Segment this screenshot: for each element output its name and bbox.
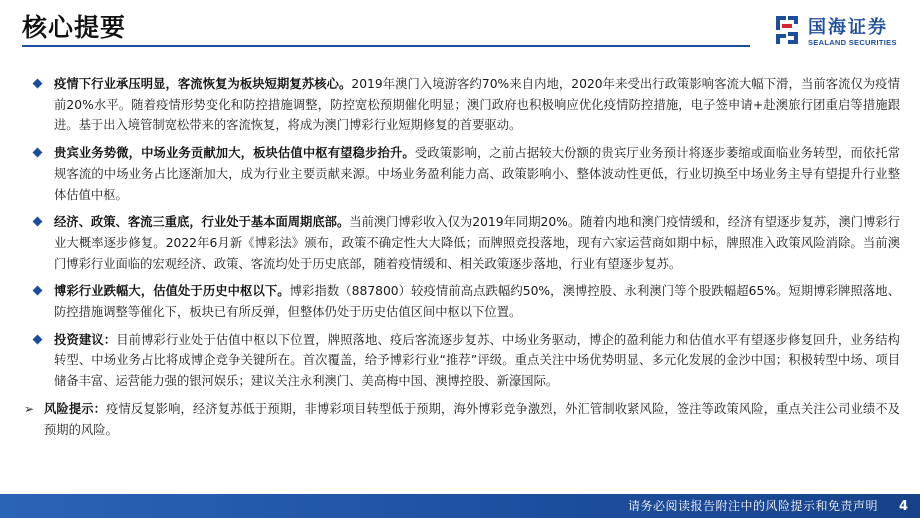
page-title: 核心提要 (22, 13, 127, 42)
summary-point-3 (22, 212, 900, 274)
diamond-bullet-icon (33, 217, 43, 227)
point-heading: 投资建议： (54, 332, 117, 347)
sealand-logo-mark-icon (772, 12, 802, 48)
summary-point-2 (22, 143, 900, 205)
point-body: 受政策影响，之前占据较大份额的贵宾厅业务预计将逐步萎缩或面临业务转型，而依托常规客流的中场业务占比逐渐加大，成为行业主要贡献来源。中场业务盈利能力高、政策影响小、整体波动性更低，行业切换至中场业务主导有望提升行业整体估值中枢。 (54, 146, 900, 202)
company-logo (772, 12, 912, 52)
point-body: 博彩指数（887800）较疫情前高点跌幅约50%，澳博控股、永利澳门等个股跌幅超65%。短期博彩牌照落地、防控措施调整等催化下，板块已有所反弹，但整体仍处于历史估值区间中枢以下位置。 (54, 284, 900, 320)
diamond-bullet-icon (33, 79, 43, 89)
title-divider (22, 45, 750, 47)
point-body: 2019年澳门入境游客约70%来自内地，2020年来受出行政策影响客流大幅下滑，当前客流仅为疫情前20%水平。随着疫情形势变化和防控措施调整，防控宽松预期催化明显；澳门政府也积极响应优化疫情防控措施，电子签申请+赴澳旅行团重启等措施跟进。基于出入境管制宽松带来的客流恢复，将成为澳门博彩行业短期修复的首要驱动。 (54, 77, 900, 133)
logo-name-cn: 国海证券 (808, 17, 888, 38)
diamond-bullet-icon (33, 334, 43, 344)
footer-disclaimer: 请务必阅读报告附注中的风险提示和免责声明 (627, 499, 878, 513)
point-heading: 贵宾业务势微，中场业务贡献加大，板块估值中枢有望稳步抬升。 (54, 146, 415, 161)
summary-point-4 (22, 281, 900, 322)
diamond-bullet-icon (33, 286, 43, 296)
page-number: 4 (898, 499, 908, 514)
logo-name-en: SEALAND SECURITIES (808, 38, 897, 47)
point-body: 当前澳门博彩收入仅为2019年同期20%。随着内地和澳门疫情缓和，经济有望逐步复苏，澳门博彩行业大概率逐步修复。2022年6月新《博彩法》颁布，政策不确定性大大降低；而牌照竞投落地，现有六家运营商如期中标，牌照准入政策风险消除。当前澳门博彩行业面临的宏观经济、政策、客流均处于历史底部，随着疫情缓和、相关政策逐步落地，行业有望逐步复苏。 (54, 215, 900, 271)
risk-heading: 风险提示： (44, 401, 107, 416)
point-heading: 经济、政策、客流三重底，行业处于基本面周期底部。 (54, 215, 350, 230)
summary-point-5 (22, 330, 900, 392)
diamond-bullet-icon (33, 148, 43, 158)
summary-point-1 (22, 74, 900, 136)
point-heading: 博彩行业跌幅大，估值处于历史中枢以下。 (54, 284, 290, 299)
risk-warning (22, 399, 900, 440)
arrow-bullet-icon: ➢ (24, 401, 35, 416)
point-heading: 疫情下行业承压明显，客流恢复为板块短期复苏核心。 (54, 77, 352, 91)
risk-body: 疫情反复影响，经济复苏低于预期，非博彩项目转型低于预期，海外博彩竞争激烈，外汇管制收紧风险，签注等政策风险，重点关注公司业绩不及预期的风险。 (44, 401, 900, 437)
point-body: 目前博彩行业处于估值中枢以下位置，牌照落地、疫后客流逐步复苏、中场业务驱动，博企的盈利能力和估值水平有望逐步修复回升，业务结构转型、中场业务占比将成博企竞争关键所在。首次覆盖，给予博彩行业“推荐”评级。重点关注中场优势明显、多元化发展的金沙中国；积极转型中场、项目储备丰富、运营能力强的银河娱乐；建议关注永利澳门、美高梅中国、澳博控股、新濠国际。 (54, 332, 900, 389)
summary-content (22, 74, 900, 447)
